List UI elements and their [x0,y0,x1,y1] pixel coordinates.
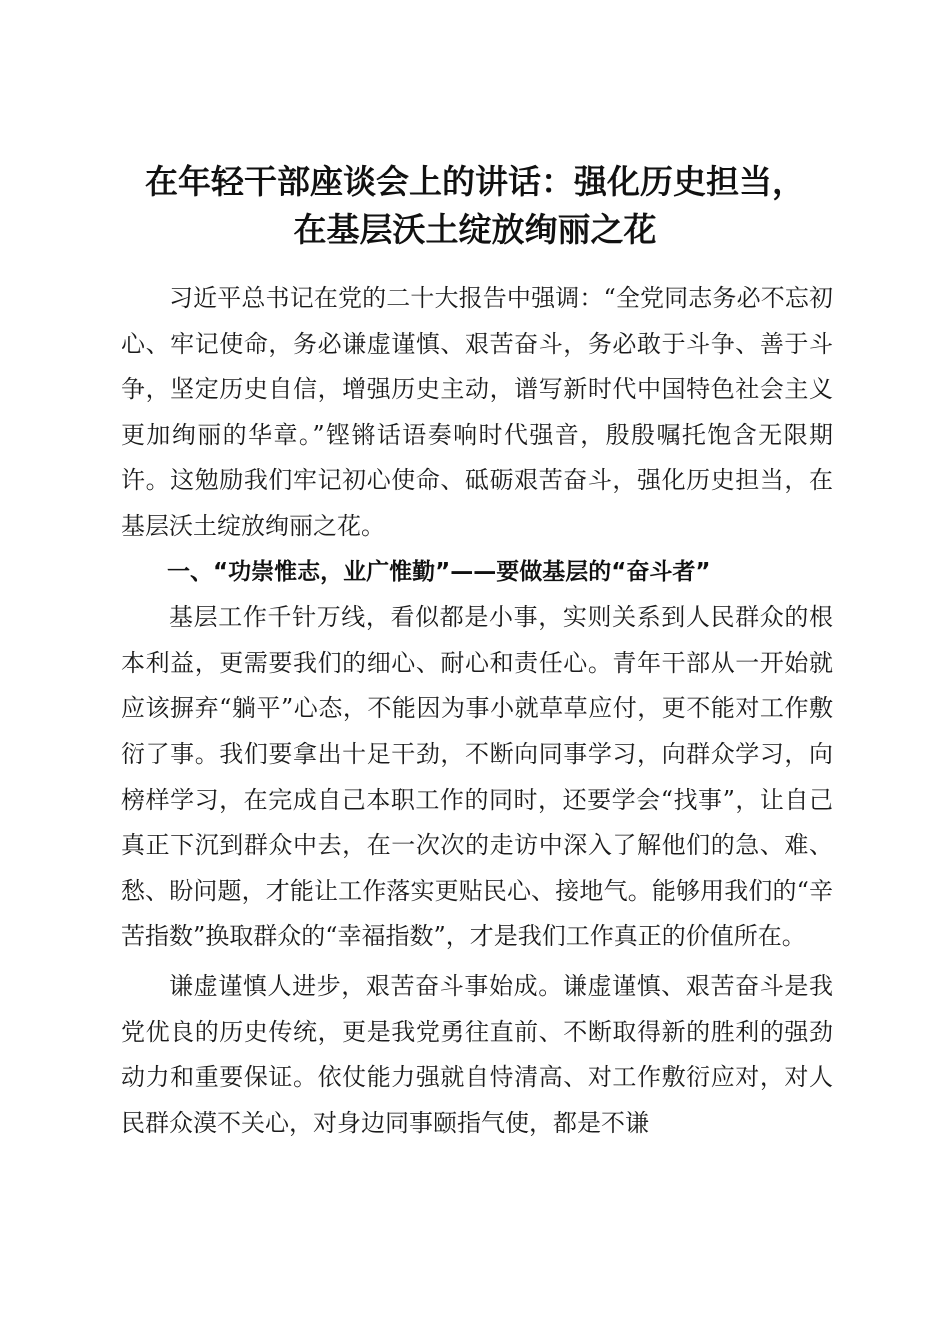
paragraph-section1-b: 谦虚谨慎人进步，艰苦奋斗事始成。谦虚谨慎、艰苦奋斗是我党优良的历史传统，更是我党勇往直前、不断取得新的胜利的强劲动力和重要保证。依仗能力强就自恃清高、对工作敷衍应对，对人民群众漠不关心，对身边同事颐指气使，都是不谦 [121,971,833,1137]
paragraph-intro: 习近平总书记在党的二十大报告中强调：“全党同志务必不忘初心、牢记使命，务必谦虚谨慎、艰苦奋斗，务必敢于斗争、善于斗争，坚定历史自信，增强历史主动，谱写新时代中国特色社会主义更加绚丽的华章。”铿锵话语奏响时代强音，殷殷嘱托饱含无限期许。这勉励我们牢记初心使命、砥砺艰苦奋斗，强化历史担当，在基层沃土绽放绚丽之花。 [121,284,833,540]
document-body [121,276,833,1146]
title-line-2: 在基层沃土绽放绚丽之花 [293,210,657,250]
paragraph-section1-a: 基层工作千针万线，看似都是小事，实则关系到人民群众的根本利益，更需要我们的细心、耐心和责任心。青年干部从一开始就应该摒弃“躺平”心态，不能因为事小就草草应付，更不能对工作敷衍了事。我们要拿出十足干劲，不断向同事学习，向群众学习，向榜样学习，在完成自己本职工作的同时，还要学会“找事”，让自己真正下沉到群众中去，在一次次的走访中深入了解他们的急、难、愁、盼问题，才能让工作落实更贴民心、接地气。能够用我们的“辛苦指数”换取群众的“幸福指数”，才是我们工作真正的价值所在。 [121,603,833,951]
document-title [80,158,870,254]
title-line-1: 在年轻干部座谈会上的讲话：强化历史担当， [145,162,805,202]
section-heading-1: 一、“功崇惟志，业广惟勤”——要做基层的“奋斗者” [167,558,711,585]
